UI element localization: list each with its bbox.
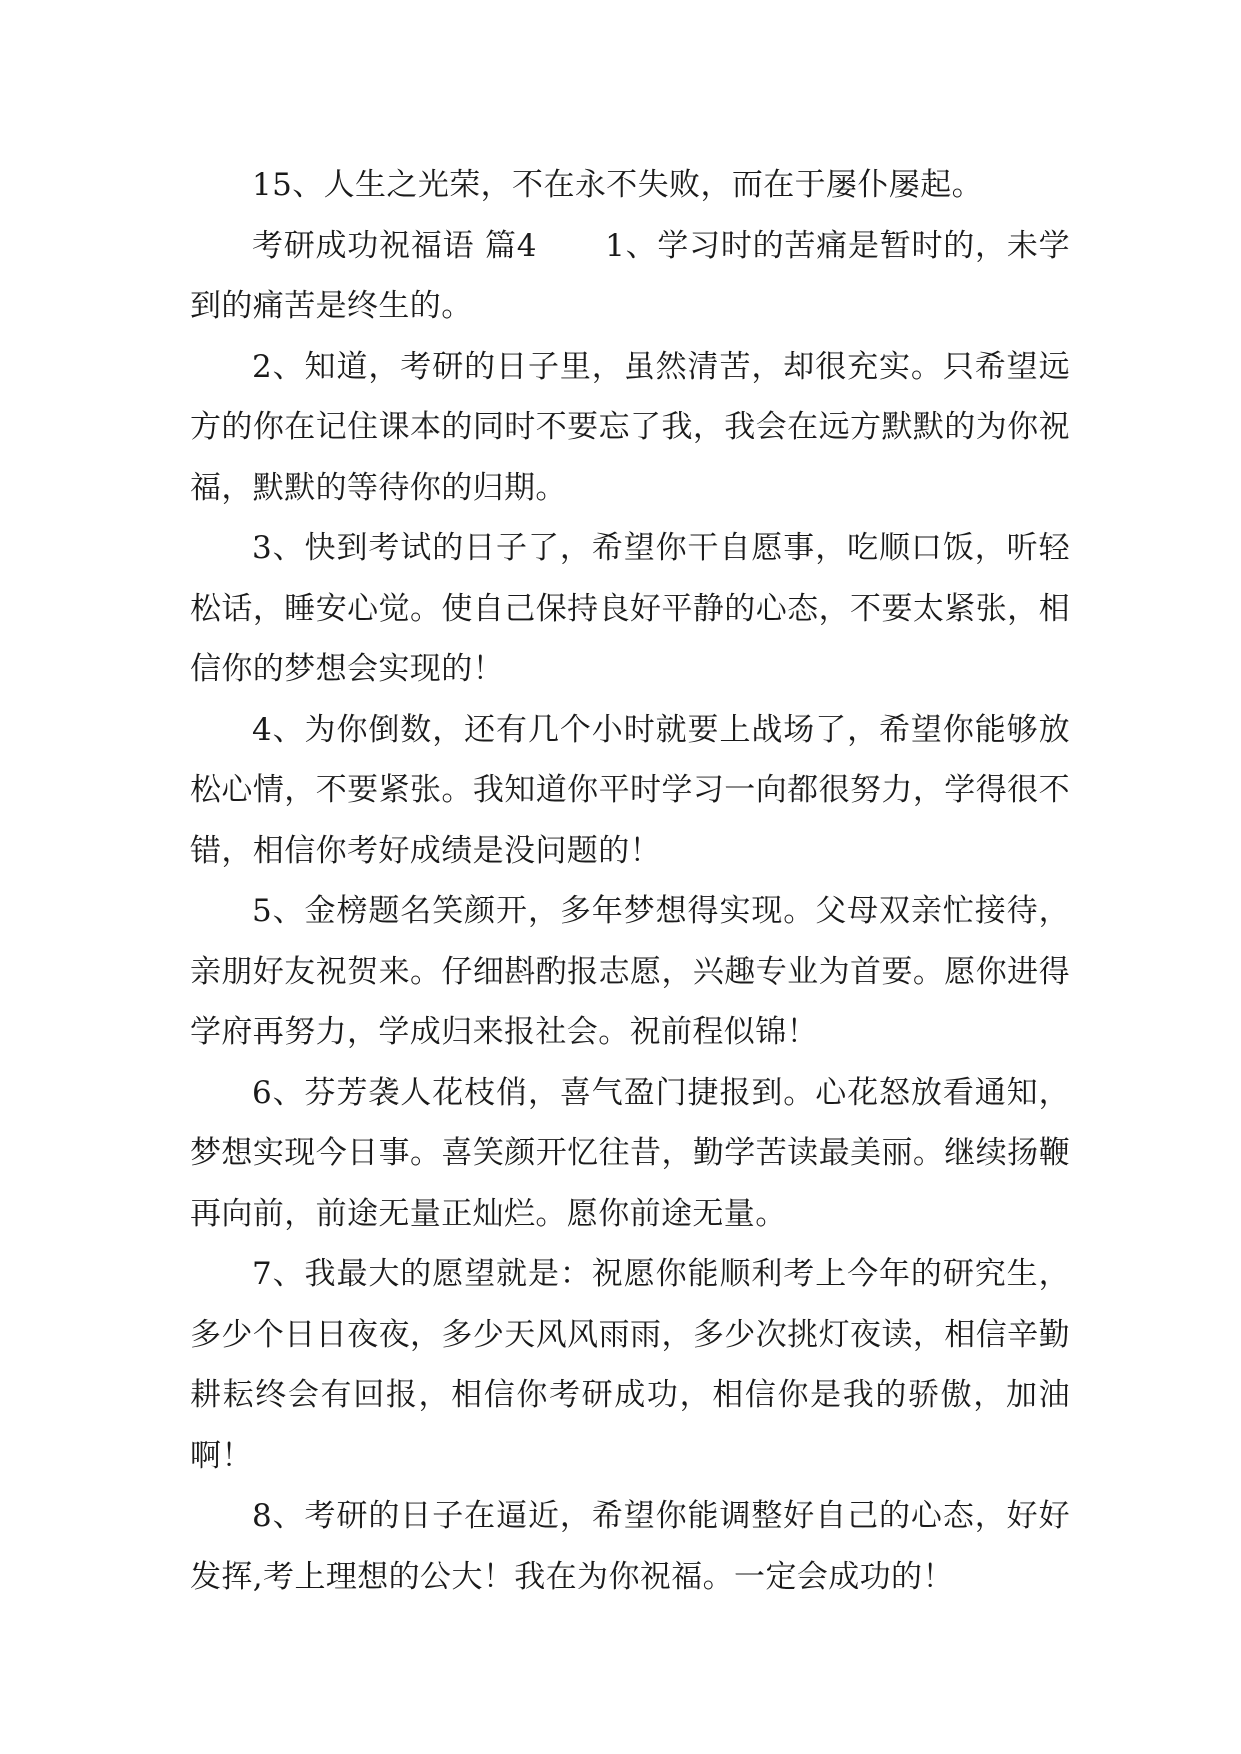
- paragraph-4: 4、为你倒数，还有几个小时就要上战场了，希望你能够放松心情，不要紧张。我知道你平时学习一向都很努力，学得很不错，相信你考好成绩是没问题的！: [190, 711, 1070, 869]
- paragraph-5: 5、金榜题名笑颜开，多年梦想得实现。父母双亲忙接待，亲朋好友祝贺来。仔细斟酌报志愿，兴趣专业为首要。愿你进得学府再努力，学成归来报社会。祝前程似锦！: [190, 893, 1070, 1050]
- paragraph-15: 15、人生之光荣，不在永不失败，而在于屡仆屡起。: [252, 167, 984, 203]
- paragraph-3: 3、快到考试的日子了，希望你干自愿事，吃顺口饭，听轻松话，睡安心觉。使自己保持良好平静的心态，不要太紧张，相信你的梦想会实现的！: [190, 530, 1070, 687]
- section-4-paragraph: [190, 216, 1070, 337]
- document-body: [190, 155, 1070, 1607]
- paragraph-6: 6、芬芳袭人花枝俏，喜气盈门捷报到。心花怒放看通知，梦想实现今日事。喜笑颜开忆往昔，勤学苦读最美丽。继续扬鞭再向前，前途无量正灿烂。愿你前途无量。: [190, 1074, 1070, 1232]
- paragraph-7: 7、我最大的愿望就是：祝愿你能顺利考上今年的研究生，多少个日日夜夜，多少天风风雨雨，多少次挑灯夜读，相信辛勤耕耘终会有回报，相信你考研成功，相信你是我的骄傲，加油啊！: [190, 1256, 1070, 1474]
- paragraph-8: 8、考研的日子在逼近，希望你能调整好自己的心态，好好发挥,考上理想的公大！我在为你祝福。一定会成功的！: [190, 1498, 1070, 1595]
- section-heading: 考研成功祝福语 篇4: [252, 227, 537, 264]
- section-first-item: 1、学习时的苦痛是暂时的，未学到的痛苦是终生的。: [190, 227, 1070, 324]
- paragraph-2: 2、知道，考研的日子里，虽然清苦，却很充实。只希望远方的你在记住课本的同时不要忘了我，我会在远方默默的为你祝福，默默的等待你的归期。: [190, 348, 1070, 506]
